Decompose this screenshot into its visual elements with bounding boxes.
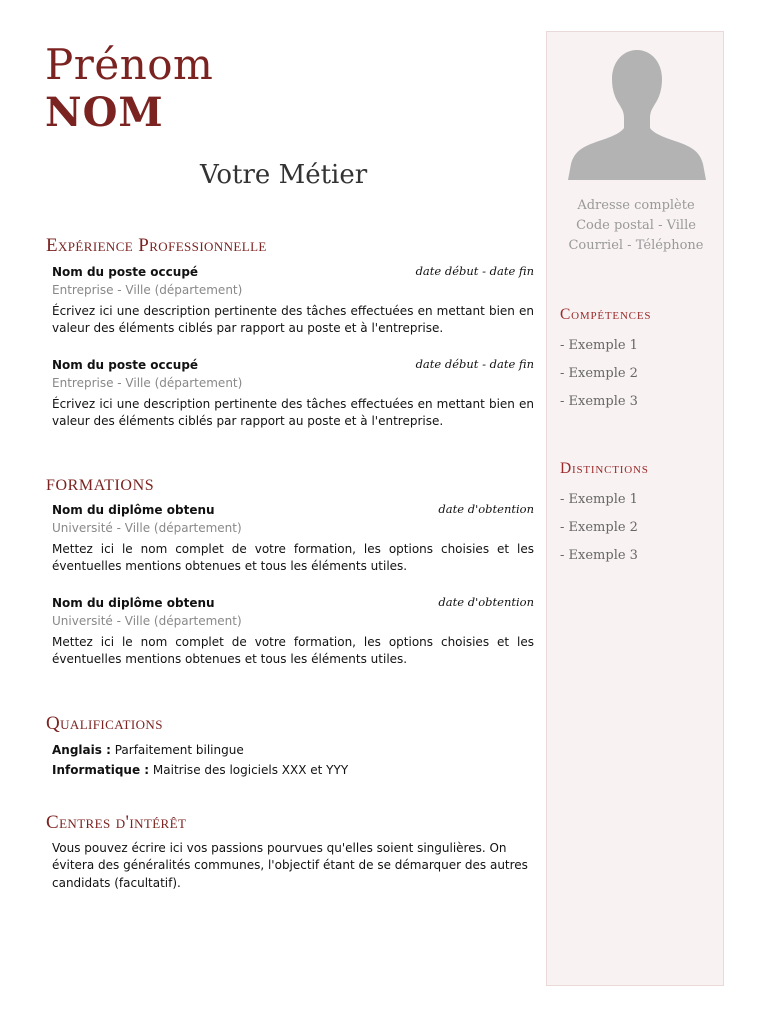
competence-item: - Exemple 2 <box>560 366 638 381</box>
contact-city: Code postal - Ville <box>576 217 696 233</box>
person-silhouette-icon <box>568 46 706 180</box>
degree-name: Nom du diplôme obtenu <box>52 502 215 517</box>
experience-heading: Expérience Professionnelle <box>46 235 267 256</box>
qualification-item <box>46 741 534 761</box>
qualification-value: Parfaitement bilingue <box>114 742 244 757</box>
company-location: Entreprise - Ville (département) <box>52 375 243 390</box>
contact-address: Adresse complète <box>577 198 695 213</box>
competences-section <box>560 306 720 416</box>
contact-info <box>547 196 725 255</box>
contact-email-phone: Courriel - Téléphone <box>568 237 704 253</box>
qualification-label: Anglais : <box>52 742 111 757</box>
distinction-item: - Exemple 3 <box>560 548 638 563</box>
degree-date: date d'obtention <box>438 594 534 609</box>
school-location: Université - Ville (département) <box>52 520 242 535</box>
formation-entry <box>46 594 534 669</box>
job-title: Votre Métier <box>200 160 368 190</box>
interests-section <box>46 813 534 892</box>
first-name: Prénom <box>45 40 214 89</box>
competence-item: - Exemple 1 <box>560 338 638 353</box>
experience-entry <box>46 356 534 431</box>
degree-name: Nom du diplôme obtenu <box>52 595 215 610</box>
experience-entry <box>46 263 534 338</box>
qualification-item <box>46 761 534 781</box>
job-dates: date début - date fin <box>415 356 534 371</box>
company-location: Entreprise - Ville (département) <box>52 282 243 297</box>
qualifications-heading: Qualifications <box>46 713 163 734</box>
job-position: Nom du poste occupé <box>52 357 199 372</box>
distinction-item: - Exemple 1 <box>560 492 638 507</box>
formations-heading: FORMATIONS <box>46 477 155 494</box>
distinctions-section <box>560 460 720 570</box>
sidebar <box>546 31 724 986</box>
distinction-item: - Exemple 2 <box>560 520 638 535</box>
experience-section <box>46 236 534 449</box>
competences-heading: Compétences <box>560 306 652 323</box>
job-position: Nom du poste occupé <box>52 264 199 279</box>
last-name: NOM <box>45 89 164 136</box>
job-description: Écrivez ici une description pertinente des tâches effectuées en mettant bien en valeur des éléments ciblés par rapport au poste et à l'entreprise. <box>52 304 534 336</box>
distinctions-heading: Distinctions <box>560 460 649 477</box>
interests-heading: Centres d'intérêt <box>46 812 187 833</box>
job-dates: date début - date fin <box>415 263 534 278</box>
formations-section <box>46 477 534 687</box>
degree-date: date d'obtention <box>438 501 534 516</box>
formation-entry <box>46 501 534 576</box>
school-location: Université - Ville (département) <box>52 613 242 628</box>
qualifications-section <box>46 714 534 780</box>
qualification-value: Maitrise des logiciels XXX et YYY <box>152 762 349 777</box>
degree-description: Mettez ici le nom complet de votre formation, les options choisies et les éventuelles mentions obtenues et tous les éléments utiles. <box>52 541 534 574</box>
degree-description: Mettez ici le nom complet de votre formation, les options choisies et les éventuelles mentions obtenues et tous les éléments utiles. <box>52 634 534 667</box>
interests-text: Vous pouvez écrire ici vos passions pourvues qu'elles soient singulières. On évitera des généralités communes, l'objectif étant de se démarquer des autres candidats (facultatif). <box>52 840 528 890</box>
competence-item: - Exemple 3 <box>560 394 638 409</box>
qualification-label: Informatique : <box>52 762 150 777</box>
job-description: Écrivez ici une description pertinente des tâches effectuées en mettant bien en valeur des éléments ciblés par rapport au poste et à l'entreprise. <box>52 397 534 429</box>
